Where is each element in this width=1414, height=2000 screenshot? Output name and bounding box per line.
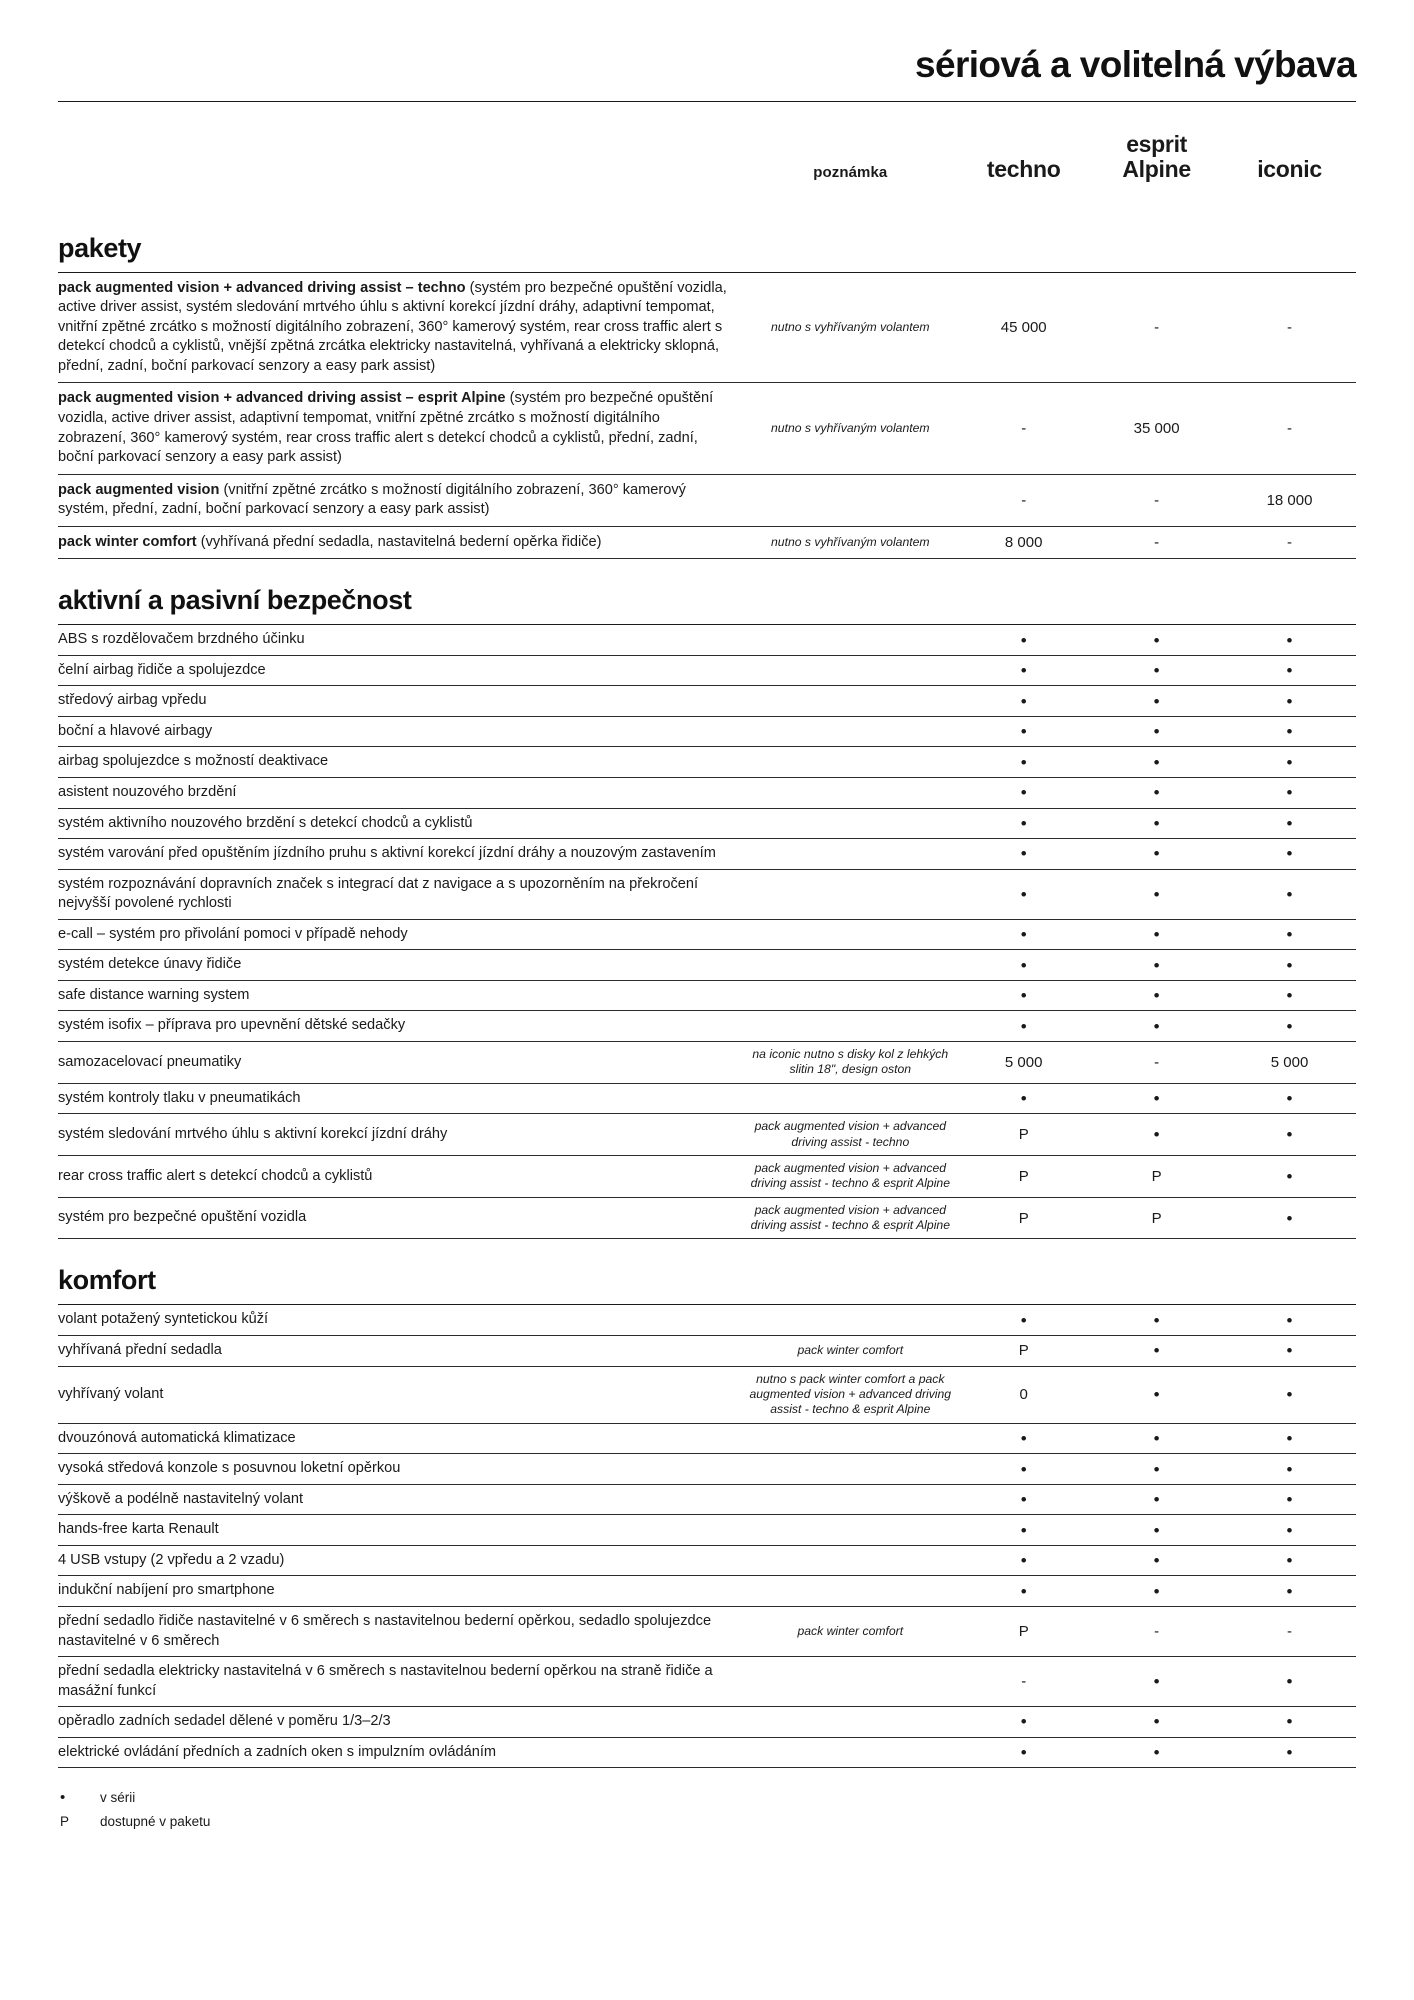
column-header-iconic: iconic — [1257, 155, 1322, 182]
value-cell-techno: • — [957, 1707, 1090, 1738]
value-cell-esprit: • — [1090, 1737, 1223, 1768]
table-row — [58, 686, 1356, 717]
value-cell-esprit: • — [1090, 1707, 1223, 1738]
table-row — [58, 747, 1356, 778]
feature-cell — [58, 747, 743, 778]
table-header — [58, 132, 1356, 206]
value-cell-esprit: • — [1090, 1366, 1223, 1423]
note-cell — [743, 625, 957, 655]
note-cell: nutno s pack winter comfort a pack augmented vision + advanced driving assist - techno & esprit Alpine — [743, 1366, 957, 1423]
value-cell-esprit: • — [1090, 747, 1223, 778]
note-cell: pack winter comfort — [743, 1336, 957, 1367]
feature-cell — [58, 383, 743, 474]
value-cell-techno: • — [957, 686, 1090, 717]
value-cell-iconic: • — [1223, 869, 1356, 919]
value-cell-techno: • — [957, 1083, 1090, 1114]
value-cell-iconic: • — [1223, 1336, 1356, 1367]
value-cell-esprit: P — [1090, 1197, 1223, 1239]
table-row — [58, 716, 1356, 747]
legend-label: v sérii — [100, 1790, 136, 1806]
table-row — [58, 1366, 1356, 1423]
table-row — [58, 1114, 1356, 1156]
feature-cell — [58, 1484, 743, 1515]
feature-cell — [58, 1606, 743, 1656]
feature-cell — [58, 1515, 743, 1546]
feature-cell — [58, 869, 743, 919]
value-cell-iconic: - — [1223, 273, 1356, 383]
feature-cell — [58, 526, 743, 559]
feature-description: systém kontroly tlaku v pneumatikách — [58, 1089, 301, 1106]
value-cell-iconic: • — [1223, 950, 1356, 981]
feature-cell — [58, 778, 743, 809]
table-row — [58, 778, 1356, 809]
value-cell-iconic: • — [1223, 1707, 1356, 1738]
value-cell-techno: • — [957, 778, 1090, 809]
feature-cell — [58, 839, 743, 870]
legend-item — [58, 1811, 1356, 1833]
legend-item — [58, 1786, 1356, 1810]
note-cell — [743, 919, 957, 950]
section-title: pakety — [58, 232, 142, 263]
table-row — [58, 869, 1356, 919]
feature-description: vysoká středová konzole s posuvnou loketní opěrkou — [58, 1460, 401, 1477]
note-cell — [743, 655, 957, 686]
value-cell-iconic: • — [1223, 1083, 1356, 1114]
value-cell-esprit: • — [1090, 869, 1223, 919]
feature-description: indukční nabíjení pro smartphone — [58, 1582, 275, 1599]
value-cell-esprit: • — [1090, 778, 1223, 809]
title-divider — [58, 101, 1356, 102]
note-cell: pack winter comfort — [743, 1606, 957, 1656]
value-cell-esprit: • — [1090, 1336, 1223, 1367]
section-title-row — [58, 207, 1356, 273]
feature-description: systém isofix – příprava pro upevnění dětské sedačky — [58, 1017, 406, 1034]
feature-description: výškově a podélně nastavitelný volant — [58, 1490, 304, 1507]
feature-name-bold: pack augmented vision — [58, 481, 220, 498]
feature-description: vyhřívaný volant — [58, 1385, 164, 1402]
feature-cell — [58, 1336, 743, 1367]
column-header-feature — [58, 132, 743, 206]
feature-description: systém pro bezpečné opuštění vozidla — [58, 1209, 307, 1226]
value-cell-esprit: • — [1090, 1657, 1223, 1707]
value-cell-iconic: • — [1223, 1484, 1356, 1515]
feature-cell — [58, 1041, 743, 1083]
value-cell-iconic: • — [1223, 1197, 1356, 1239]
feature-cell — [58, 474, 743, 526]
value-cell-iconic: • — [1223, 980, 1356, 1011]
value-cell-techno: • — [957, 980, 1090, 1011]
feature-description: (vnitřní zpětné zrcátko s možností digitálního zobrazení, 360° kamerový systém, přední, zadní, boční parkovací senzory a easy park assist) — [58, 481, 686, 518]
legend-label: dostupné v paketu — [100, 1813, 211, 1829]
value-cell-esprit: • — [1090, 1305, 1223, 1335]
section-title-row — [58, 1239, 1356, 1305]
value-cell-techno: • — [957, 1737, 1090, 1768]
value-cell-techno: P — [957, 1606, 1090, 1656]
feature-cell — [58, 808, 743, 839]
value-cell-techno: P — [957, 1155, 1090, 1197]
value-cell-esprit: • — [1090, 1484, 1223, 1515]
feature-description: (vyhřívaná přední sedadla, nastavitelná bederní opěrka řidiče) — [196, 533, 602, 550]
feature-description: rear cross traffic alert s detekcí chodců a cyklistů — [58, 1167, 373, 1184]
value-cell-techno: • — [957, 747, 1090, 778]
feature-name-bold: pack augmented vision + advanced driving assist – techno — [58, 279, 466, 296]
table-row — [58, 1657, 1356, 1707]
value-cell-iconic: • — [1223, 716, 1356, 747]
feature-cell — [58, 1707, 743, 1738]
feature-cell — [58, 1083, 743, 1114]
column-header-esprit-alpine — [1090, 132, 1223, 206]
table-row — [58, 1423, 1356, 1454]
value-cell-esprit: • — [1090, 655, 1223, 686]
value-cell-iconic: - — [1223, 383, 1356, 474]
value-cell-iconic: • — [1223, 1545, 1356, 1576]
note-cell: na iconic nutno s disky kol z lehkých slitin 18", design oston — [743, 1041, 957, 1083]
value-cell-techno: P — [957, 1336, 1090, 1367]
table-row — [58, 1545, 1356, 1576]
feature-cell — [58, 625, 743, 655]
value-cell-esprit: • — [1090, 950, 1223, 981]
feature-cell — [58, 1576, 743, 1607]
feature-description: safe distance warning system — [58, 986, 250, 1003]
value-cell-techno: 8 000 — [957, 526, 1090, 559]
feature-description: (systém pro bezpečné opuštění vozidla, active driver assist, systém sledování mrtvého úhlu s aktivní korekcí jízdní dráhy, adaptivní tempomat, vnitřní zpětné zrcátko s možností digitálního zobrazení, 360° kamerový systém, rear cross traffic alert s detekcí chodců a cyklistů, vnější zpětná zrcátka elektricky nastavitelná, vyhřívaná a elektricky sklopná, přední, zadní, boční parkovací senzory a easy park assist) — [58, 279, 727, 374]
note-cell — [743, 1737, 957, 1768]
feature-description: e-call – systém pro přivolání pomoci v případě nehody — [58, 925, 408, 942]
value-cell-esprit: • — [1090, 1515, 1223, 1546]
table-row — [58, 1197, 1356, 1239]
value-cell-esprit: • — [1090, 1545, 1223, 1576]
note-cell — [743, 1454, 957, 1485]
value-cell-iconic: • — [1223, 1737, 1356, 1768]
feature-cell — [58, 1423, 743, 1454]
table-row — [58, 1737, 1356, 1768]
note-cell: nutno s vyhřívaným volantem — [743, 526, 957, 559]
table-row — [58, 950, 1356, 981]
note-cell: nutno s vyhřívaným volantem — [743, 383, 957, 474]
feature-cell — [58, 1454, 743, 1485]
feature-description: hands-free karta Renault — [58, 1521, 219, 1538]
feature-cell — [58, 1737, 743, 1768]
value-cell-techno: • — [957, 716, 1090, 747]
table-row — [58, 526, 1356, 559]
page-title: sériová a volitelná výbava — [915, 44, 1356, 85]
value-cell-iconic: • — [1223, 625, 1356, 655]
value-cell-techno: • — [957, 919, 1090, 950]
value-cell-techno: • — [957, 1454, 1090, 1485]
value-cell-techno: • — [957, 655, 1090, 686]
value-cell-iconic: 5 000 — [1223, 1041, 1356, 1083]
note-cell — [743, 1083, 957, 1114]
value-cell-esprit: • — [1090, 808, 1223, 839]
column-header-esprit-line1: esprit — [1126, 131, 1188, 158]
table-row — [58, 808, 1356, 839]
value-cell-esprit: • — [1090, 1576, 1223, 1607]
value-cell-iconic: - — [1223, 1606, 1356, 1656]
value-cell-esprit: 35 000 — [1090, 383, 1223, 474]
section-title: komfort — [58, 1265, 156, 1296]
value-cell-iconic: 18 000 — [1223, 474, 1356, 526]
table-row — [58, 919, 1356, 950]
value-cell-esprit: • — [1090, 716, 1223, 747]
value-cell-iconic: • — [1223, 778, 1356, 809]
feature-cell — [58, 273, 743, 383]
value-cell-iconic: • — [1223, 747, 1356, 778]
value-cell-techno: • — [957, 625, 1090, 655]
note-cell — [743, 1423, 957, 1454]
value-cell-iconic: - — [1223, 526, 1356, 559]
table-row — [58, 1707, 1356, 1738]
value-cell-techno: • — [957, 1011, 1090, 1042]
value-cell-techno: • — [957, 950, 1090, 981]
feature-description: systém varování před opuštěním jízdního pruhu s aktivní korekcí jízdní dráhy a nouzovým zastavením — [58, 845, 716, 862]
table-row — [58, 1576, 1356, 1607]
feature-cell — [58, 919, 743, 950]
value-cell-esprit: • — [1090, 919, 1223, 950]
value-cell-techno: P — [957, 1197, 1090, 1239]
note-cell — [743, 1657, 957, 1707]
value-cell-iconic: • — [1223, 1366, 1356, 1423]
value-cell-esprit: P — [1090, 1155, 1223, 1197]
equipment-table — [58, 132, 1356, 1768]
feature-cell — [58, 686, 743, 717]
feature-description: vyhřívaná přední sedadla — [58, 1342, 222, 1359]
column-header-note: poznámka — [813, 163, 888, 181]
feature-description: opěradlo zadních sedadel dělené v poměru 1/3–2/3 — [58, 1713, 391, 1730]
table-row — [58, 1606, 1356, 1656]
feature-cell — [58, 950, 743, 981]
value-cell-iconic: • — [1223, 1011, 1356, 1042]
column-header-techno: techno — [986, 155, 1061, 182]
feature-description: systém sledování mrtvého úhlu s aktivní korekcí jízdní dráhy — [58, 1125, 448, 1142]
value-cell-esprit: • — [1090, 1011, 1223, 1042]
table-row — [58, 655, 1356, 686]
value-cell-iconic: • — [1223, 655, 1356, 686]
value-cell-techno: • — [957, 1545, 1090, 1576]
note-cell: pack augmented vision + advanced driving assist - techno — [743, 1114, 957, 1156]
table-body — [58, 207, 1356, 1768]
value-cell-iconic: • — [1223, 686, 1356, 717]
note-cell — [743, 1545, 957, 1576]
note-cell — [743, 980, 957, 1011]
feature-description: systém detekce únavy řidiče — [58, 956, 242, 973]
value-cell-techno: - — [957, 1657, 1090, 1707]
note-cell — [743, 747, 957, 778]
note-cell: pack augmented vision + advanced driving assist - techno & esprit Alpine — [743, 1197, 957, 1239]
feature-description: volant potažený syntetickou kůží — [58, 1311, 269, 1328]
feature-cell — [58, 716, 743, 747]
feature-description: samozacelovací pneumatiky — [58, 1053, 242, 1070]
value-cell-techno: 45 000 — [957, 273, 1090, 383]
feature-description: čelní airbag řidiče a spolujezdce — [58, 661, 266, 678]
value-cell-iconic: • — [1223, 1423, 1356, 1454]
value-cell-techno: 5 000 — [957, 1041, 1090, 1083]
note-cell — [743, 950, 957, 981]
value-cell-esprit: - — [1090, 1041, 1223, 1083]
value-cell-techno: • — [957, 1576, 1090, 1607]
value-cell-iconic: • — [1223, 808, 1356, 839]
table-row — [58, 474, 1356, 526]
table-row — [58, 1454, 1356, 1485]
note-cell — [743, 686, 957, 717]
value-cell-esprit: • — [1090, 625, 1223, 655]
legend — [58, 1786, 1356, 1832]
feature-description: přední sedadla elektricky nastavitelná v 6 směrech s nastavitelnou bederní opěrkou na straně řidiče a masážní funkcí — [58, 1663, 713, 1699]
table-row — [58, 625, 1356, 655]
table-row — [58, 1305, 1356, 1335]
table-row — [58, 1484, 1356, 1515]
note-cell — [743, 778, 957, 809]
feature-name-bold: pack winter comfort — [58, 533, 197, 550]
table-row — [58, 1336, 1356, 1367]
note-cell — [743, 474, 957, 526]
value-cell-iconic: • — [1223, 1114, 1356, 1156]
table-row — [58, 1155, 1356, 1197]
feature-cell — [58, 1545, 743, 1576]
note-cell — [743, 1576, 957, 1607]
legend-symbol: • — [60, 1789, 66, 1807]
table-row — [58, 273, 1356, 383]
table-row — [58, 1041, 1356, 1083]
value-cell-esprit: - — [1090, 474, 1223, 526]
feature-cell — [58, 1011, 743, 1042]
feature-description: airbag spolujezdce s možností deaktivace — [58, 753, 329, 770]
legend-symbol: P — [60, 1813, 70, 1829]
value-cell-iconic: • — [1223, 839, 1356, 870]
value-cell-techno: • — [957, 1423, 1090, 1454]
table-row — [58, 383, 1356, 474]
note-cell — [743, 1484, 957, 1515]
table-row — [58, 1515, 1356, 1546]
value-cell-iconic: • — [1223, 1515, 1356, 1546]
feature-cell — [58, 1155, 743, 1197]
value-cell-techno: • — [957, 839, 1090, 870]
value-cell-iconic: • — [1223, 1454, 1356, 1485]
value-cell-iconic: • — [1223, 1657, 1356, 1707]
note-cell — [743, 716, 957, 747]
value-cell-techno: - — [957, 383, 1090, 474]
feature-description: boční a hlavové airbagy — [58, 722, 213, 739]
value-cell-esprit: • — [1090, 1114, 1223, 1156]
feature-cell — [58, 1366, 743, 1423]
note-cell — [743, 869, 957, 919]
feature-cell — [58, 655, 743, 686]
column-header-esprit-line2: Alpine — [1122, 155, 1191, 182]
value-cell-esprit: • — [1090, 1454, 1223, 1485]
feature-description: ABS s rozdělovačem brzdného účinku — [58, 631, 305, 648]
feature-description: (systém pro bezpečné opuštění vozidla, active driver assist, adaptivní tempomat, vnitřní zpětné zrcátko s možností digitálního zobrazení, 360° kamerový systém, rear cross traffic alert s detekcí chodců a cyklistů, přední, zadní, boční parkovací senzory a easy park assist) — [58, 390, 714, 466]
feature-cell — [58, 1657, 743, 1707]
note-cell — [743, 808, 957, 839]
feature-cell — [58, 1197, 743, 1239]
feature-name-bold: pack augmented vision + advanced driving assist – esprit Alpine — [58, 390, 506, 407]
value-cell-esprit: • — [1090, 686, 1223, 717]
value-cell-esprit: • — [1090, 1423, 1223, 1454]
feature-description: středový airbag vpředu — [58, 692, 207, 709]
table-row — [58, 980, 1356, 1011]
value-cell-esprit: - — [1090, 526, 1223, 559]
note-cell — [743, 1515, 957, 1546]
feature-description: 4 USB vstupy (2 vpředu a 2 vzadu) — [58, 1551, 285, 1568]
value-cell-techno: P — [957, 1114, 1090, 1156]
section-title-row — [58, 559, 1356, 625]
feature-description: asistent nouzového brzdění — [58, 784, 237, 801]
value-cell-esprit: • — [1090, 1083, 1223, 1114]
value-cell-techno: • — [957, 1515, 1090, 1546]
value-cell-techno: • — [957, 869, 1090, 919]
feature-description: elektrické ovládání předních a zadních oken s impulzním ovládáním — [58, 1743, 497, 1760]
note-cell: nutno s vyhřívaným volantem — [743, 273, 957, 383]
note-cell: pack augmented vision + advanced driving assist - techno & esprit Alpine — [743, 1155, 957, 1197]
value-cell-esprit: - — [1090, 1606, 1223, 1656]
value-cell-techno: • — [957, 1305, 1090, 1335]
feature-description: systém aktivního nouzového brzdění s detekcí chodců a cyklistů — [58, 814, 473, 831]
table-row — [58, 1011, 1356, 1042]
section-title: aktivní a pasivní bezpečnost — [58, 585, 412, 616]
table-row — [58, 1083, 1356, 1114]
note-cell — [743, 1707, 957, 1738]
value-cell-iconic: • — [1223, 1305, 1356, 1335]
table-row — [58, 839, 1356, 870]
feature-cell — [58, 1305, 743, 1335]
value-cell-iconic: • — [1223, 919, 1356, 950]
feature-description: přední sedadlo řidiče nastavitelné v 6 směrech s nastavitelnou bederní opěrkou, sedadlo spolujezdce nastavitelné v 6 směrech — [58, 1612, 712, 1649]
feature-description: dvouzónová automatická klimatizace — [58, 1429, 296, 1446]
note-cell — [743, 839, 957, 870]
value-cell-iconic: • — [1223, 1576, 1356, 1607]
value-cell-techno: • — [957, 1484, 1090, 1515]
value-cell-techno: - — [957, 474, 1090, 526]
feature-cell — [58, 980, 743, 1011]
value-cell-esprit: - — [1090, 273, 1223, 383]
value-cell-techno: • — [957, 808, 1090, 839]
value-cell-esprit: • — [1090, 839, 1223, 870]
note-cell — [743, 1305, 957, 1335]
value-cell-esprit: • — [1090, 980, 1223, 1011]
feature-cell — [58, 1114, 743, 1156]
value-cell-techno: 0 — [957, 1366, 1090, 1423]
feature-description: systém rozpoznávání dopravních značek s integrací dat z navigace a s upozorněním na překročení nejvyšší povolené rychlosti — [58, 875, 699, 912]
value-cell-iconic: • — [1223, 1155, 1356, 1197]
note-cell — [743, 1011, 957, 1042]
